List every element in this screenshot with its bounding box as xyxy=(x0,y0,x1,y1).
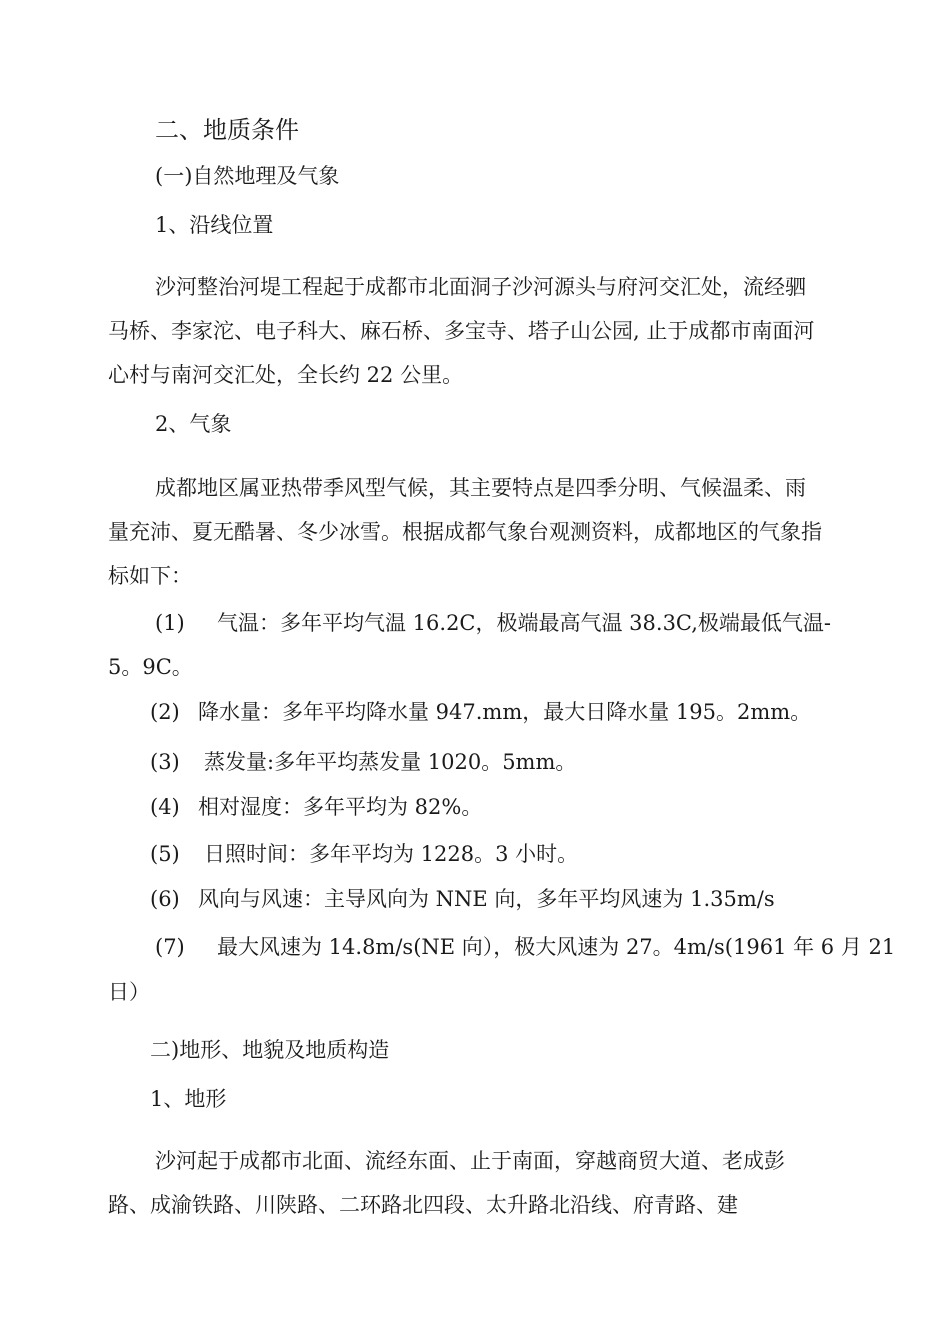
list-text: 风向与风速：主导风向为 NNE 向，多年平均风速为 1.35m/s xyxy=(198,887,775,911)
item-title: 1、地形 xyxy=(150,1087,227,1111)
list-item-continuation: 5。9C。 xyxy=(108,655,193,679)
subsection-title: (一)自然地理及气象 xyxy=(155,164,340,188)
list-item xyxy=(150,740,912,784)
list-number: (6) xyxy=(150,887,180,911)
list-item xyxy=(150,832,912,876)
list-number: (4) xyxy=(150,795,180,819)
list-item xyxy=(155,601,917,645)
list-number: (5) xyxy=(150,842,180,866)
list-item-continuation: 日） xyxy=(108,980,150,1004)
paragraph-line: 量充沛、夏无酷暑、冬少冰雪。根据成都气象台观测资料，成都地区的气象指 xyxy=(108,520,822,544)
paragraph-line: 马桥、李家沱、电子科大、麻石桥、多宝寺、塔子山公园, 止于成都市南面河 xyxy=(108,319,815,343)
list-number: (7) xyxy=(155,935,185,959)
list-number: (1) xyxy=(155,611,185,635)
paragraph-line: 标如下： xyxy=(108,564,192,588)
list-text: 蒸发量:多年平均蒸发量 1020。5mm。 xyxy=(204,750,577,774)
list-item xyxy=(150,690,912,734)
list-text: 最大风速为 14.8m/s(NE 向），极大风速为 27。4m/s(1961 年 6 月 21 xyxy=(217,935,896,959)
section-heading: 二、地质条件 xyxy=(155,116,299,144)
list-text: 相对湿度：多年平均为 82%。 xyxy=(198,795,483,819)
paragraph-line: 沙河整治河堤工程起于成都市北面洞子沙河源头与府河交汇处，流经驷 xyxy=(155,275,806,299)
subsection-title: 二)地形、地貌及地质构造 xyxy=(150,1038,390,1062)
paragraph-line: 成都地区属亚热带季风型气候，其主要特点是四季分明、气候温柔、雨 xyxy=(155,476,806,500)
list-text: 日照时间：多年平均为 1228。3 小时。 xyxy=(204,842,579,866)
list-text: 降水量：多年平均降水量 947.mm，最大日降水量 195。2mm。 xyxy=(198,700,812,724)
list-item xyxy=(150,877,912,921)
paragraph-line: 沙河起于成都市北面、流经东面、止于南面，穿越商贸大道、老成彭 xyxy=(155,1149,785,1173)
list-item xyxy=(150,785,912,829)
list-item xyxy=(155,925,917,969)
list-number: (2) xyxy=(150,700,180,724)
list-text: 气温：多年平均气温 16.2C，极端最高气温 38.3C,极端最低气温- xyxy=(217,611,832,635)
item-title: 2、气象 xyxy=(155,412,232,436)
paragraph-line: 路、成渝铁路、川陕路、二环路北四段、太升路北沿线、府青路、建 xyxy=(108,1193,738,1217)
item-title: 1、沿线位置 xyxy=(155,213,274,237)
list-number: (3) xyxy=(150,750,180,774)
paragraph-line: 心村与南河交汇处，全长约 22 公里。 xyxy=(108,363,464,387)
